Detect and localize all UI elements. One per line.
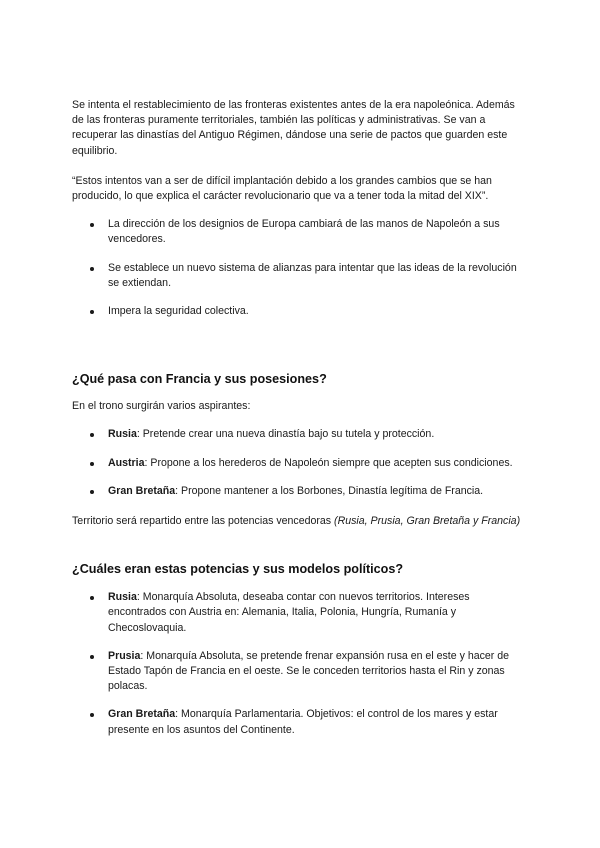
bullet-icon xyxy=(90,713,94,717)
bullet-icon xyxy=(90,267,94,271)
bullet-icon xyxy=(90,490,94,494)
list-item-text: Impera la seguridad colectiva. xyxy=(108,305,249,318)
section-lead: En el trono surgirán varios aspirantes: xyxy=(72,400,251,413)
section-heading-potencias: ¿Cuáles eran estas potencias y sus modelos políticos? xyxy=(72,562,404,577)
list-item-term: Rusia xyxy=(108,591,137,604)
list-item-term: Austria xyxy=(108,456,145,469)
intro-paragraph: Se intenta el restablecimiento de las fronteras existentes antes de la era napoleónica. Además de las fronteras puramente territoriales, también las políticas y administrativas. Se van a recuperar las dinastías del Antiguo Régimen, dándose una serie de pactos que guarden este equilibrio. xyxy=(72,99,515,157)
list-item-term: Gran Bretaña xyxy=(108,484,176,497)
bullet-icon xyxy=(90,223,94,227)
list-item xyxy=(72,261,528,291)
list-item-text: : Monarquía Absoluta, deseaba contar con nuevos territorios. Intereses encontrados con Austria en: Alemania, Italia, Polonia, Hungría, Rumanía y Checoslovaquia. xyxy=(108,591,470,634)
quote-paragraph: “Estos intentos van a ser de difícil implantación debido a los grandes cambios que se han producido, lo que explica el carácter revolucionario que va a tener toda la mitad del XIX”. xyxy=(72,174,492,203)
list-item-term: Prusia xyxy=(108,649,141,662)
list-item-text: : Pretende crear una nueva dinastía bajo su tutela y protección. xyxy=(136,428,435,441)
list-item-text: : Propone mantener a los Borbones, Dinastía legítima de Francia. xyxy=(175,484,484,497)
list-item-text: : Propone a los herederos de Napoleón siempre que acepten sus condiciones. xyxy=(144,456,513,469)
list-item-text: La dirección de los designios de Europa cambiará de las manos de Napoleón a sus vencedores. xyxy=(108,218,500,246)
bullet-icon xyxy=(90,433,94,437)
list-item xyxy=(72,590,528,636)
list-item-text: Se establece un nuevo sistema de alianzas para intentar que las ideas de la revolución se extiendan. xyxy=(108,261,517,289)
list-item xyxy=(72,484,528,499)
list-item-term: Rusia xyxy=(108,428,137,441)
list-item xyxy=(72,649,528,695)
list-item xyxy=(72,456,528,471)
list-item-term: Gran Bretaña xyxy=(108,708,176,721)
closing-paragraph xyxy=(72,514,528,529)
list-item-text: : Monarquía Absoluta, se pretende frenar expansión rusa en el este y hacer de Estado Tapón de Francia en el oeste. Se le conceden territorios hasta el Rin y zonas polacas. xyxy=(108,649,510,693)
bullet-icon xyxy=(90,462,94,466)
list-item xyxy=(72,427,528,442)
intro-bullet-list xyxy=(72,217,528,319)
document-page xyxy=(72,98,528,738)
list-item-text: : Monarquía Parlamentaria. Objetivos: el control de los mares y estar presente en los asuntos del Continente. xyxy=(108,708,498,736)
aspirantes-bullet-list xyxy=(72,427,528,499)
list-item xyxy=(72,217,528,247)
closing-text: Territorio será repartido entre las potencias vencedoras xyxy=(72,515,335,528)
closing-italic-text: (Rusia, Prusia, Gran Bretaña y Francia) xyxy=(334,515,521,528)
list-item xyxy=(72,707,528,737)
section-heading-francia: ¿Qué pasa con Francia y sus posesiones? xyxy=(72,372,327,387)
list-item xyxy=(72,304,528,319)
bullet-icon xyxy=(90,596,94,600)
bullet-icon xyxy=(90,655,94,659)
potencias-bullet-list xyxy=(72,590,528,738)
bullet-icon xyxy=(90,310,94,314)
